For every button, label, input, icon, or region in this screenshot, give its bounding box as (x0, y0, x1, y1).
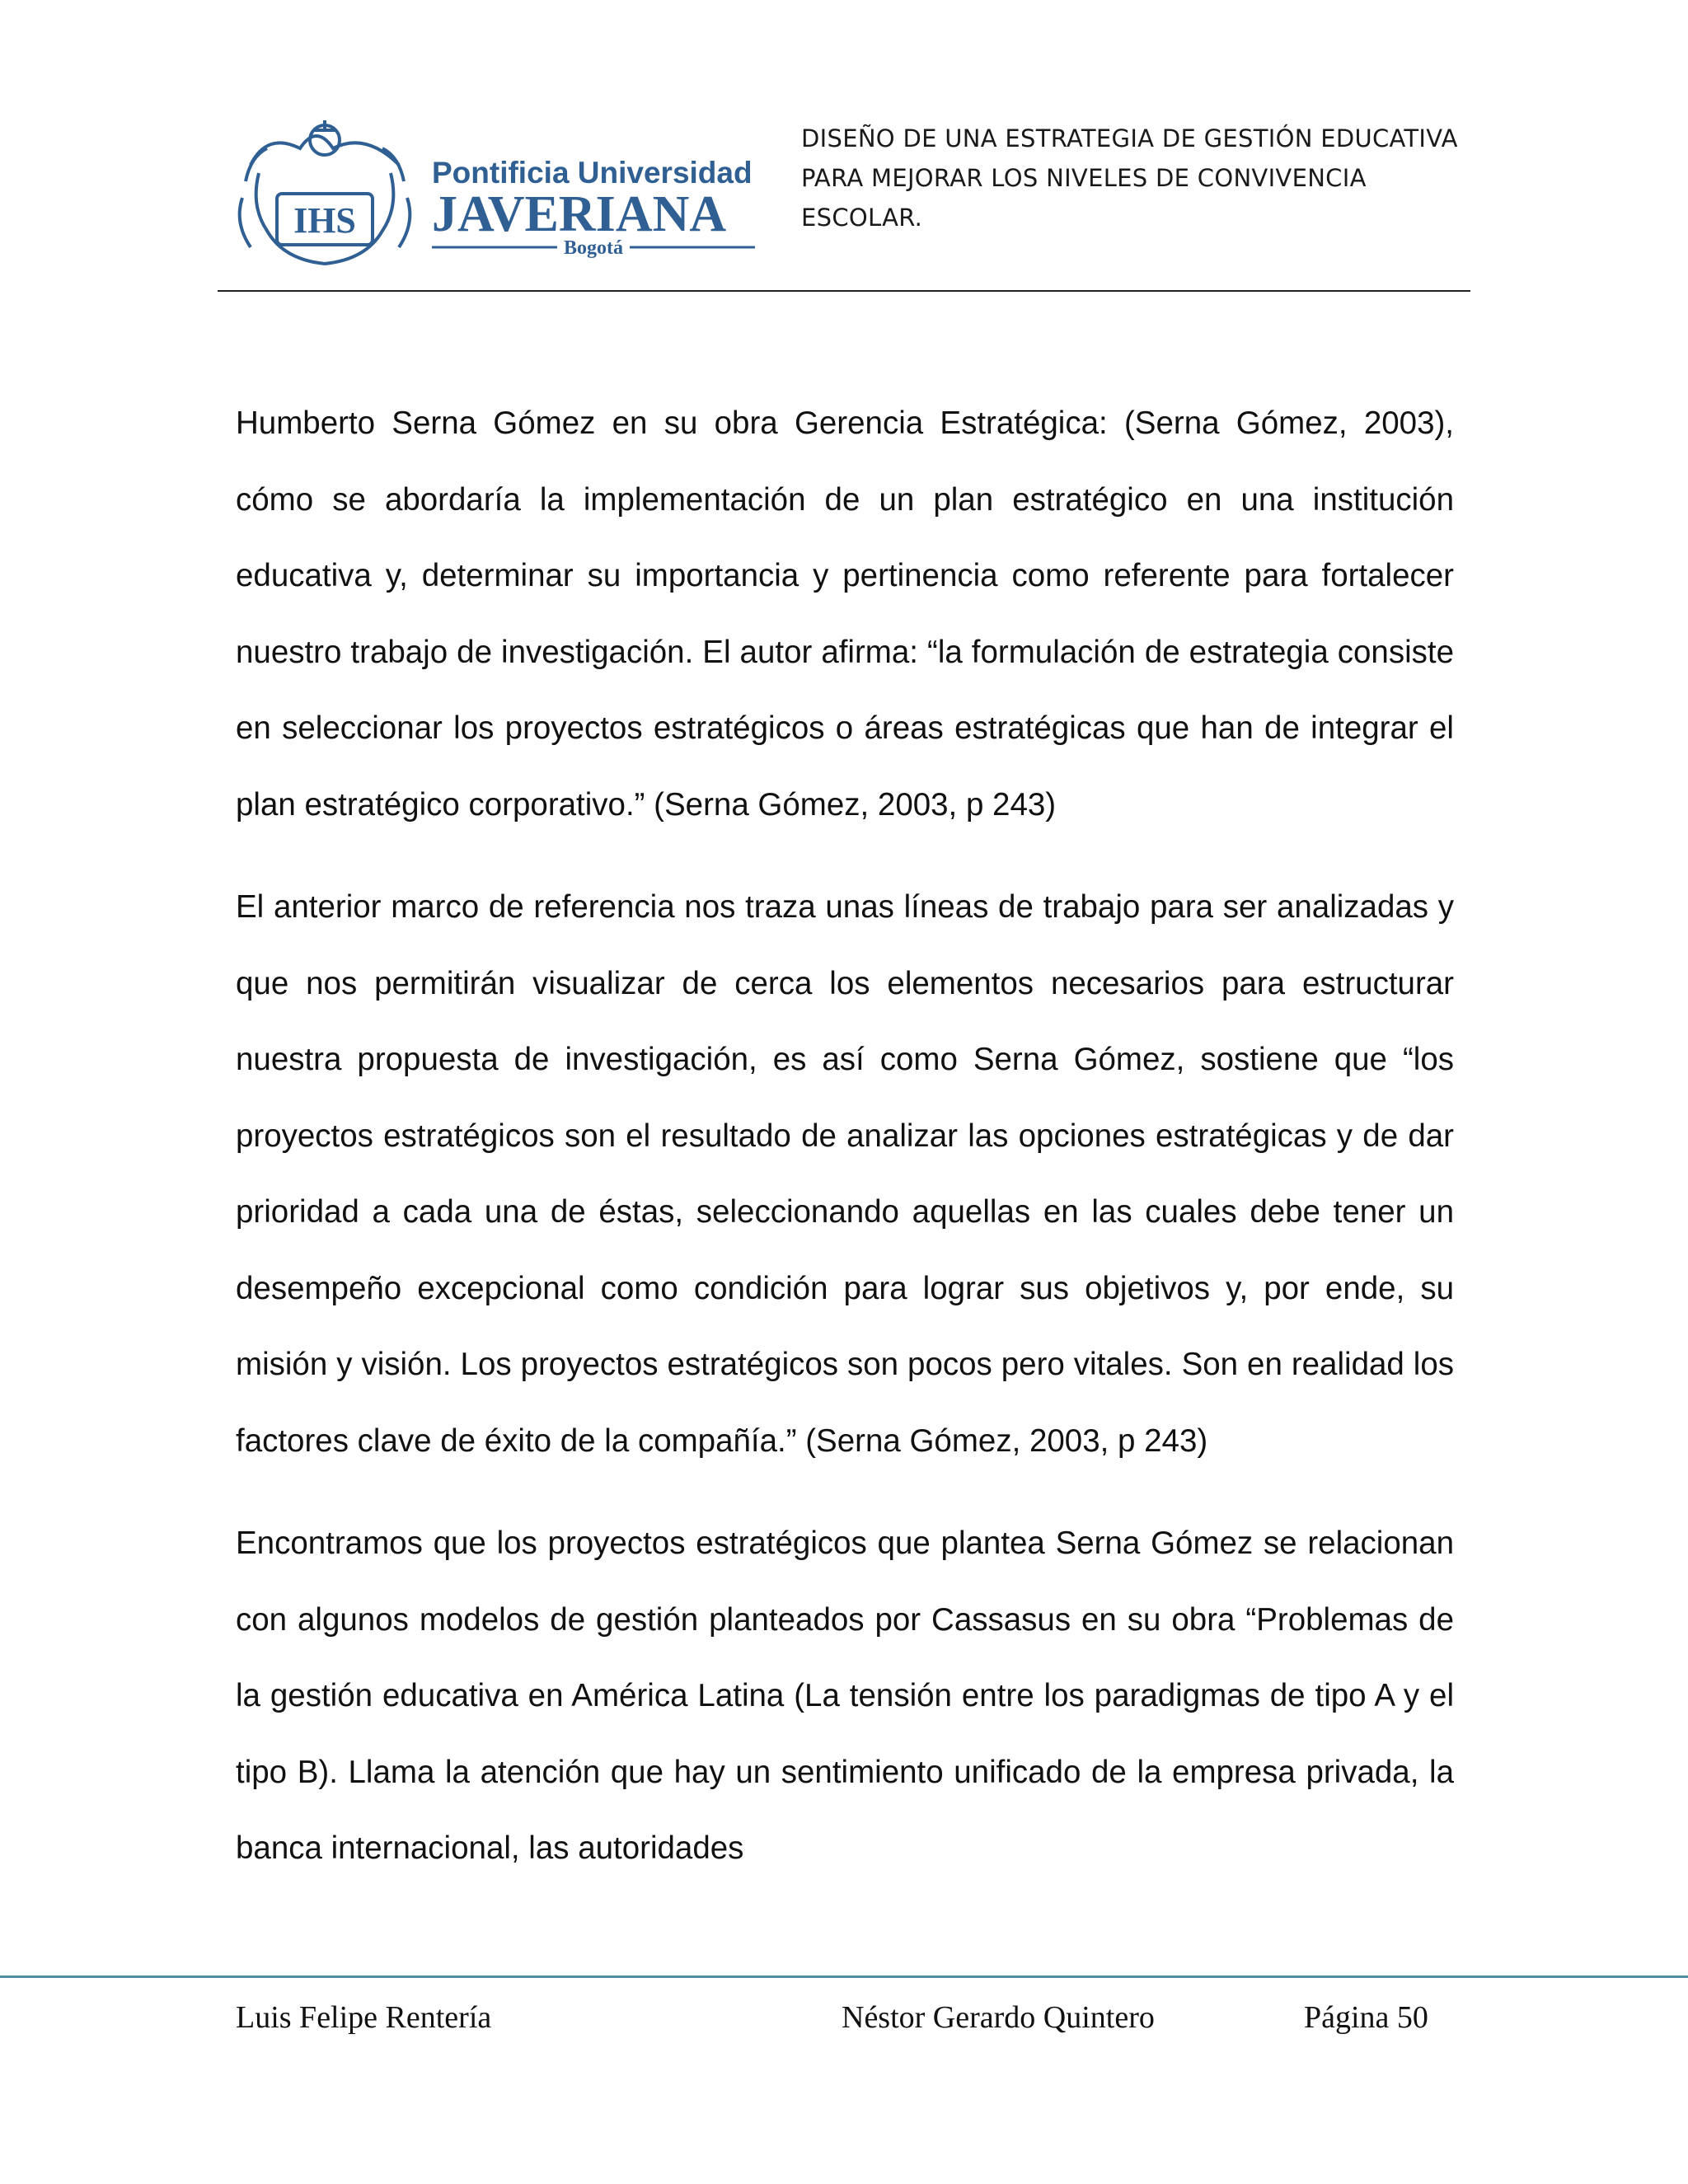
logo-line2: JAVERIANA (432, 186, 727, 242)
logo-monogram: IHS (293, 200, 356, 241)
logo-line3: Bogotá (564, 237, 623, 259)
document-title (801, 119, 1470, 237)
header-divider (218, 290, 1470, 292)
footer-author-2: Néstor Gerardo Quintero (842, 2000, 1155, 2035)
footer-author-1: Luis Felipe Rentería (236, 2000, 492, 2035)
university-logo (234, 115, 762, 272)
logo-line1: Pontificia Universidad (432, 156, 753, 190)
crest-icon (240, 120, 410, 264)
footer-divider (0, 1975, 1688, 1978)
page-header (218, 107, 1470, 293)
document-title-line2: PARA MEJORAR LOS NIVELES DE CONVIVENCIA ESCOLAR. (801, 164, 1367, 232)
footer-page-number: Página 50 (1304, 2000, 1428, 2035)
body-paragraph-1: Humberto Serna Gómez en su obra Gerencia Estratégica: (Serna Gómez, 2003), cómo se abordaría la implementación de un plan estratégico en una institución educativa y, determinar su importancia y pertinencia como referente para fortalecer nuestro trabajo de investigación. El autor afirma: “la formulación de estrategia consiste en seleccionar los proyectos estratégicos o áreas estratégicas que han de integrar el plan estratégico corporativo.” (Serna Gómez, 2003, p 243) (236, 405, 1454, 823)
page-body (236, 386, 1454, 1914)
body-paragraph-2: El anterior marco de referencia nos traza unas líneas de trabajo para ser analizadas y que nos permitirán visualizar de cerca los elementos necesarios para estructurar nuestra propuesta de investigación, es así como Serna Gómez, sostiene que “los proyectos estratégicos son el resultado de analizar las opciones estratégicas y de dar prioridad a cada una de éstas, seleccionando aquellas en las cuales debe tener un desempeño excepcional como condición para lograr sus objetivos y, por ende, su misión y visión. Los proyectos estratégicos son pocos pero vitales. Son en realidad los factores clave de éxito de la compañía.” (Serna Gómez, 2003, p 243) (236, 889, 1454, 1459)
body-paragraph-3: Encontramos que los proyectos estratégicos que plantea Serna Gómez se relacionan con algunos modelos de gestión planteados por Cassasus en su obra “Problemas de la gestión educativa en América Latina (La tensión entre los paradigmas de tipo A y el tipo B). Llama la atención que hay un sentimiento unificado de la empresa privada, la banca internacional, las autoridades (236, 1526, 1454, 1866)
document-title-line1: DISEÑO DE UNA ESTRATEGIA DE GESTIÓN EDUCATIVA (801, 124, 1458, 152)
